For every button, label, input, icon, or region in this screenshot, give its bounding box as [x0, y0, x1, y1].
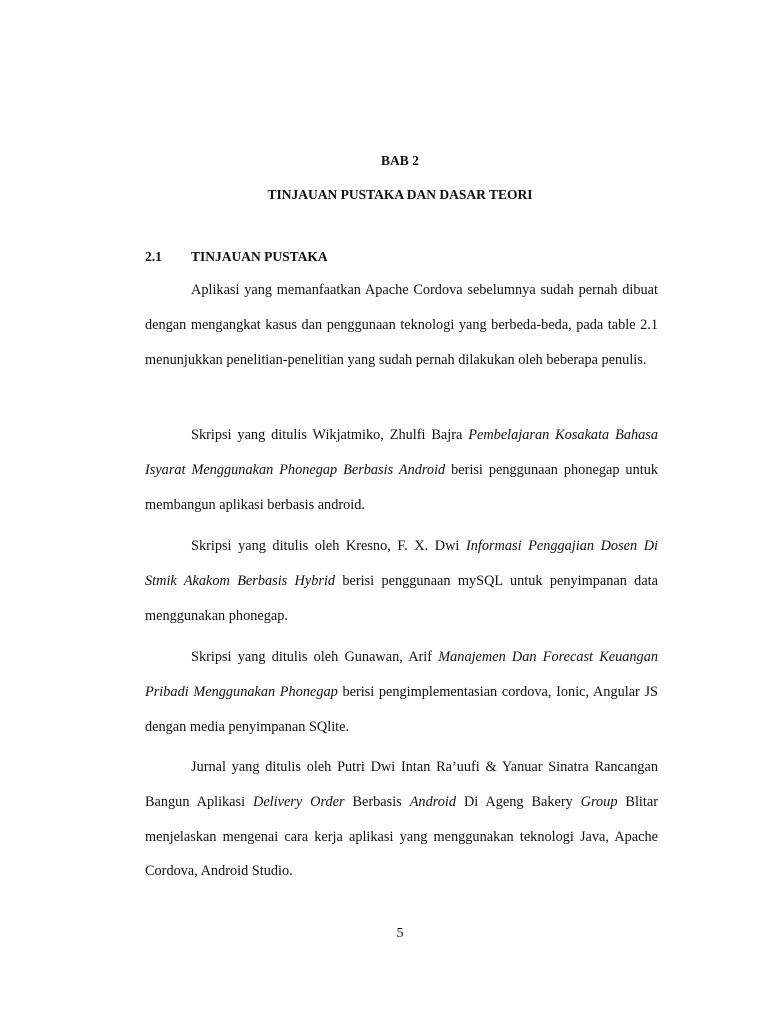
thesis-title: Manajemen Dan Forecast Keuangan Pribadi Menggunakan Phonegap: [145, 649, 658, 700]
paragraph-text: Skripsi yang ditulis oleh Kresno, F. X. Dwi: [191, 538, 466, 554]
paragraph-text: Jurnal yang ditulis oleh Putri Dwi Intan Ra’uufi & Yanuar Sinatra Rancangan Bangun Aplikasi: [145, 759, 658, 810]
page-number: 5: [396, 926, 404, 941]
paragraph-text: Berbasis: [344, 793, 410, 810]
italic-term: Group: [580, 793, 618, 810]
paragraph-text: Aplikasi yang memanfaatkan Apache Cordova sebelumnya sudah pernah dibuat dengan mengangkat kasus dan penggunaan teknologi yang berbeda-beda, pada table 2.1 menunjukkan penelitian-penelitian yang sudah pernah dilakukan oleh beberapa penulis.: [145, 282, 658, 368]
paragraph-text: berisi pengimplementasian cordova, Ionic, Angular JS dengan media penyimpanan SQlite.: [145, 683, 658, 735]
paragraph-wikjatmiko: [145, 418, 658, 522]
paragraph-text: berisi penggunaan mySQL untuk penyimpanan data menggunakan phonegap.: [145, 572, 658, 624]
paragraph-gunawan: [145, 640, 658, 744]
chapter-title: TINJAUAN PUSTAKA DAN DASAR TEORI: [267, 187, 533, 202]
section-number: 2.1: [145, 249, 162, 264]
thesis-title: Pembelajaran Kosakata Bahasa Isyarat Menggunakan Phonegap Berbasis Android: [145, 427, 658, 478]
paragraph-cordova-intro: [145, 273, 658, 377]
thesis-title: Informasi Penggajian Dosen Di Stmik Akakom Berbasis Hybrid: [145, 538, 658, 589]
italic-term: Android: [409, 793, 457, 810]
paragraph-rauufi: [145, 750, 658, 889]
chapter-number: BAB 2: [381, 153, 419, 168]
paragraph-kresno: [145, 529, 658, 633]
section-title: TINJAUAN PUSTAKA: [191, 249, 328, 264]
paragraph-text: berisi penggunaan phonegap untuk membangun aplikasi berbasis android.: [145, 461, 658, 513]
paragraph-text: Di Ageng Bakery: [456, 793, 581, 810]
paragraph-text: Blitar menjelaskan mengenai cara kerja aplikasi yang menggunakan teknologi Java, Apache Cordova, Android Studio.: [145, 793, 658, 880]
paragraph-text: Skripsi yang ditulis Wikjatmiko, Zhulfi Bajra: [191, 427, 469, 443]
paragraph-text: Skripsi yang ditulis oleh Gunawan, Arif: [191, 649, 439, 665]
italic-term: Delivery Order: [253, 793, 345, 810]
